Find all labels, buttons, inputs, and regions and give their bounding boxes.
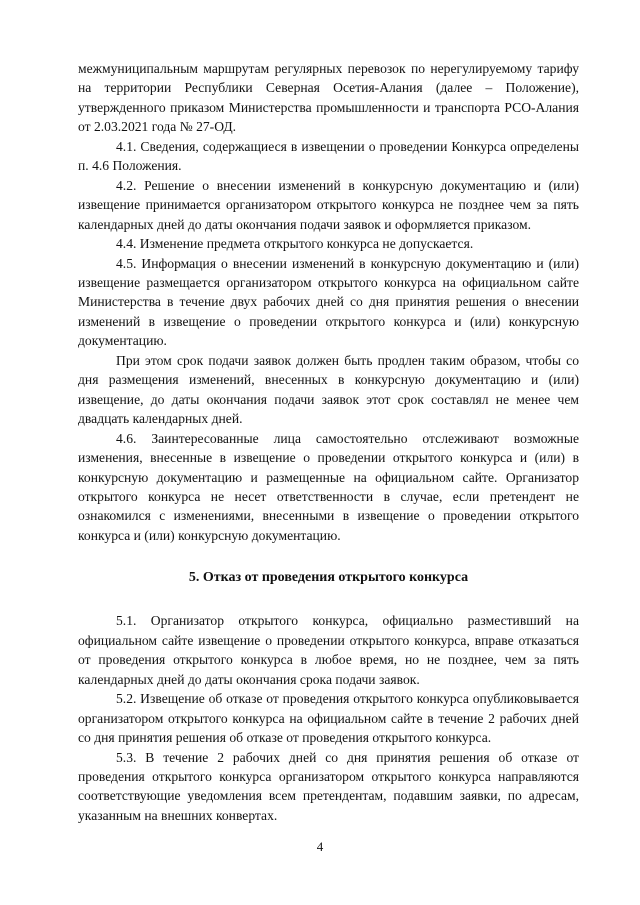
paragraph-4-5-deadline: При этом срок подачи заявок должен быть продлен таким образом, чтобы со дня размещения изменений, внесенных в конкурсную документацию и (или) извещение, до даты окончания подачи заявок этот срок составлял не менее чем двадцать календарных дней. <box>78 352 579 427</box>
paragraph-5-3: 5.3. В течение 2 рабочих дней со дня принятия решения об отказе от проведения открытого конкурса организатором открытого конкурса направляются соответствующие уведомления всем претендентам, подавшим заявки, по адресам, указанным на внешних конвертах. <box>78 749 579 823</box>
paragraph-4-2: 4.2. Решение о внесении изменений в конкурсную документацию и (или) извещение принимается организатором открытого конкурса не позднее чем за пять календарных дней до даты окончания подачи заявок и оформляется приказом. <box>78 177 579 232</box>
paragraph-4-5: 4.5. Информация о внесении изменений в конкурсную документацию и (или) извещение размещается организатором открытого конкурса на официальном сайте Министерства в течение двух рабочих дней со дня принятия решения о внесении изменений в извещение о проведении открытого конкурса и (или) конкурсную документацию. <box>78 255 579 349</box>
section-5-heading: 5. Отказ от проведения открытого конкурса <box>188 570 469 586</box>
paragraph-5-1: 5.1. Организатор открытого конкурса, официально разместивший на официальном сайте извещение о проведении открытого конкурса, вправе отказаться от проведения открытого конкурса в любое время, но не позднее, чем за пять календарных дней до даты окончания срока подачи заявок. <box>78 613 579 687</box>
paragraph-4-1: 4.1. Сведения, содержащиеся в извещении о проведении Конкурса определены п. 4.6 Положения. <box>78 138 579 174</box>
document-body <box>78 59 579 825</box>
page-number: 4 <box>316 839 324 854</box>
paragraph-4-4: 4.4. Изменение предмета открытого конкурса не допускается. <box>116 236 474 252</box>
paragraph-4-6: 4.6. Заинтересованные лица самостоятельно отслеживают возможные изменения, внесенные в извещение о проведении открытого конкурса и (или) в конкурсную документацию и размещенные на официальном сайте. Организатор открытого конкурса не несет ответственности в случае, если претендент не ознакомился с изменениями, внесенными в извещение о проведении открытого конкурса и (или) конкурсную документацию. <box>78 430 579 543</box>
paragraph-5-2: 5.2. Извещение об отказе от проведения открытого конкурса опубликовывается организатором открытого конкурса на официальном сайте в течение 2 рабочих дней со дня принятия решения об отказе от проведения открытого конкурса. <box>78 691 579 746</box>
intro-paragraph: межмуниципальным маршрутам регулярных перевозок по нерегулируемому тарифу на территории Республики Северная Осетия-Алания (далее – Положение), утвержденного приказом Министерства промышленности и транспорта РСО-Алания от 2.03.2021 года № 27-ОД. <box>78 61 579 135</box>
